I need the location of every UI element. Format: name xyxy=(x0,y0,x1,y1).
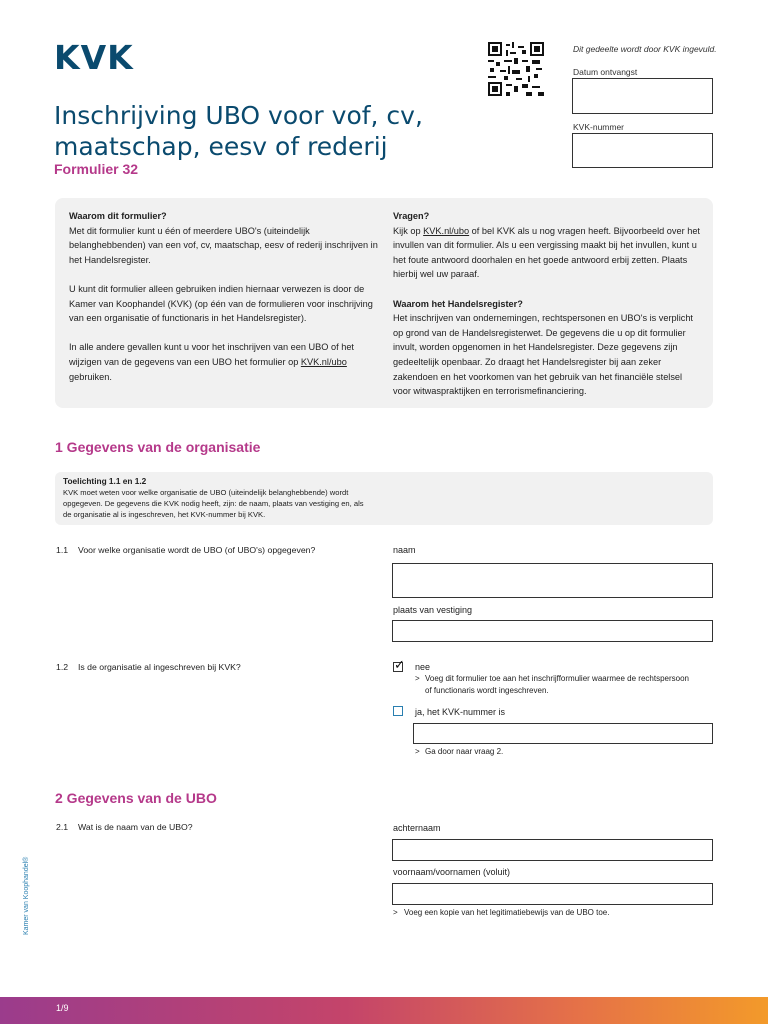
info-heading-vragen: Vragen? xyxy=(393,211,430,221)
checked-icon: ✓ xyxy=(394,657,405,672)
achternaam-label: achternaam xyxy=(393,823,441,833)
legitimatie-hint: Voeg een kopie van het legitimatiebewijs van de UBO toe. xyxy=(404,908,610,917)
ja-hint: Ga door naar vraag 2. xyxy=(425,747,504,756)
ja-checkbox[interactable] xyxy=(393,706,403,716)
achternaam-field[interactable] xyxy=(392,839,713,861)
voornaam-field[interactable] xyxy=(392,883,713,905)
info-right-column xyxy=(393,209,701,413)
section-1-heading: 1 Gegevens van de organisatie xyxy=(55,439,261,455)
toelichting-text: KVK moet weten voor welke organisatie de UBO (uiteindelijk belanghebbende) wordt opgegeven. De gegevens die KVK nodig heeft, zijn: de naam, plaats van vestiging en, als de organisatie al is ingeschreven, het KVK-nummer bij KVK. xyxy=(63,488,364,519)
kvk-ubo-link[interactable]: KVK.nl/ubo xyxy=(300,356,347,367)
arrow-icon: > xyxy=(415,747,420,756)
page-number: 1/9 xyxy=(56,1003,69,1013)
info-panel xyxy=(55,198,713,408)
footer-bar xyxy=(0,997,768,1024)
question-1-2: 1.2 Is de organisatie al ingeschreven bij KVK? xyxy=(56,662,241,672)
question-2-1: 2.1 Wat is de naam van de UBO? xyxy=(56,822,193,832)
info-heading-waarom: Waarom dit formulier? xyxy=(69,211,167,221)
kvk-logo: KVK xyxy=(54,38,134,77)
toelichting-panel xyxy=(55,472,713,525)
arrow-icon: > xyxy=(393,908,398,917)
section-2-heading: 2 Gegevens van de UBO xyxy=(55,790,217,806)
naam-field[interactable] xyxy=(392,563,713,598)
plaats-field[interactable] xyxy=(392,620,713,642)
kvk-ubo-link[interactable]: KVK.nl/ubo xyxy=(423,225,470,236)
info-heading-handelsregister: Waarom het Handelsregister? xyxy=(393,298,523,309)
naam-label: naam xyxy=(393,545,416,555)
kvk-nummer-label: KVK-nummer xyxy=(573,122,625,132)
kvk-nummer-office-field[interactable] xyxy=(572,133,713,168)
form-number: Formulier 32 xyxy=(54,161,139,177)
question-1-1: 1.1 Voor welke organisatie wordt de UBO (of UBO's) opgegeven? xyxy=(56,545,316,555)
voornaam-label: voornaam/voornamen (voluit) xyxy=(393,867,511,877)
datum-ontvangst-label: Datum ontvangst xyxy=(573,67,638,77)
kvk-nummer-field[interactable] xyxy=(413,723,713,744)
plaats-label: plaats van vestiging xyxy=(393,605,473,615)
page-title: Inschrijving UBO voor vof, cv, maatschap, eesv of rederij xyxy=(54,101,423,161)
info-paragraph: U kunt dit formulier alleen gebruiken indien hiernaar verwezen is door de Kamer van Koophandel (KVK) (op één van de formulieren voor inschrijving van een organisatie of functionaris in het Handelsregister). xyxy=(69,283,373,324)
ja-label: ja, het KVK-nummer is xyxy=(415,707,506,717)
arrow-icon: > xyxy=(415,674,420,683)
office-use-note: Dit gedeelte wordt door KVK ingevuld. xyxy=(573,44,717,54)
side-brand-text: Kamer van Koophandel® xyxy=(23,856,30,935)
info-paragraph: Het inschrijven van ondernemingen, rechtspersonen en UBO's is verplicht op grond van de Handelsregisterwet. De gegevens die u op dit formulier invult, worden opgenomen in het Handelsregister. Deze gegevens zijn gedeeltelijk openbaar. Zo draagt het Handelsregister bij aan zeker zakendoen en het voorkomen van het gebruik van het financiële stelsel voor witwaspraktijken en terrorismefinanciering. xyxy=(393,313,693,397)
nee-hint: Voeg dit formulier toe aan het inschrijfformulier waarmee de rechtspersoon of functionaris wordt ingeschreven. xyxy=(425,674,689,695)
info-paragraph: In alle andere gevallen kunt u voor het inschrijven van een UBO of het wijzigen van de gegevens van een UBO het formulier op KVK.nl/ubo gebruiken. xyxy=(69,342,354,382)
datum-ontvangst-field[interactable] xyxy=(572,78,713,114)
info-left-column xyxy=(69,209,379,399)
toelichting-heading: Toelichting 1.1 en 1.2 xyxy=(63,476,147,486)
info-paragraph: Met dit formulier kunt u één of meerdere UBO's (uiteindelijk belanghebbenden) van een vof, cv, maatschap, eesv of rederij inschrijven in het Handelsregister. xyxy=(69,225,378,265)
qr-code-icon xyxy=(488,42,544,96)
info-paragraph: Kijk op KVK.nl/ubo of bel KVK als u nog vragen heeft. Bijvoorbeeld over het invullen van dit formulier. Als u een vergissing maakt bij het invullen, kunt u het foute antwoord doorhalen en het goede antwoord erbij zetten. Plaats hierbij wel uw paraaf. xyxy=(393,225,700,280)
nee-label: nee xyxy=(415,662,431,672)
